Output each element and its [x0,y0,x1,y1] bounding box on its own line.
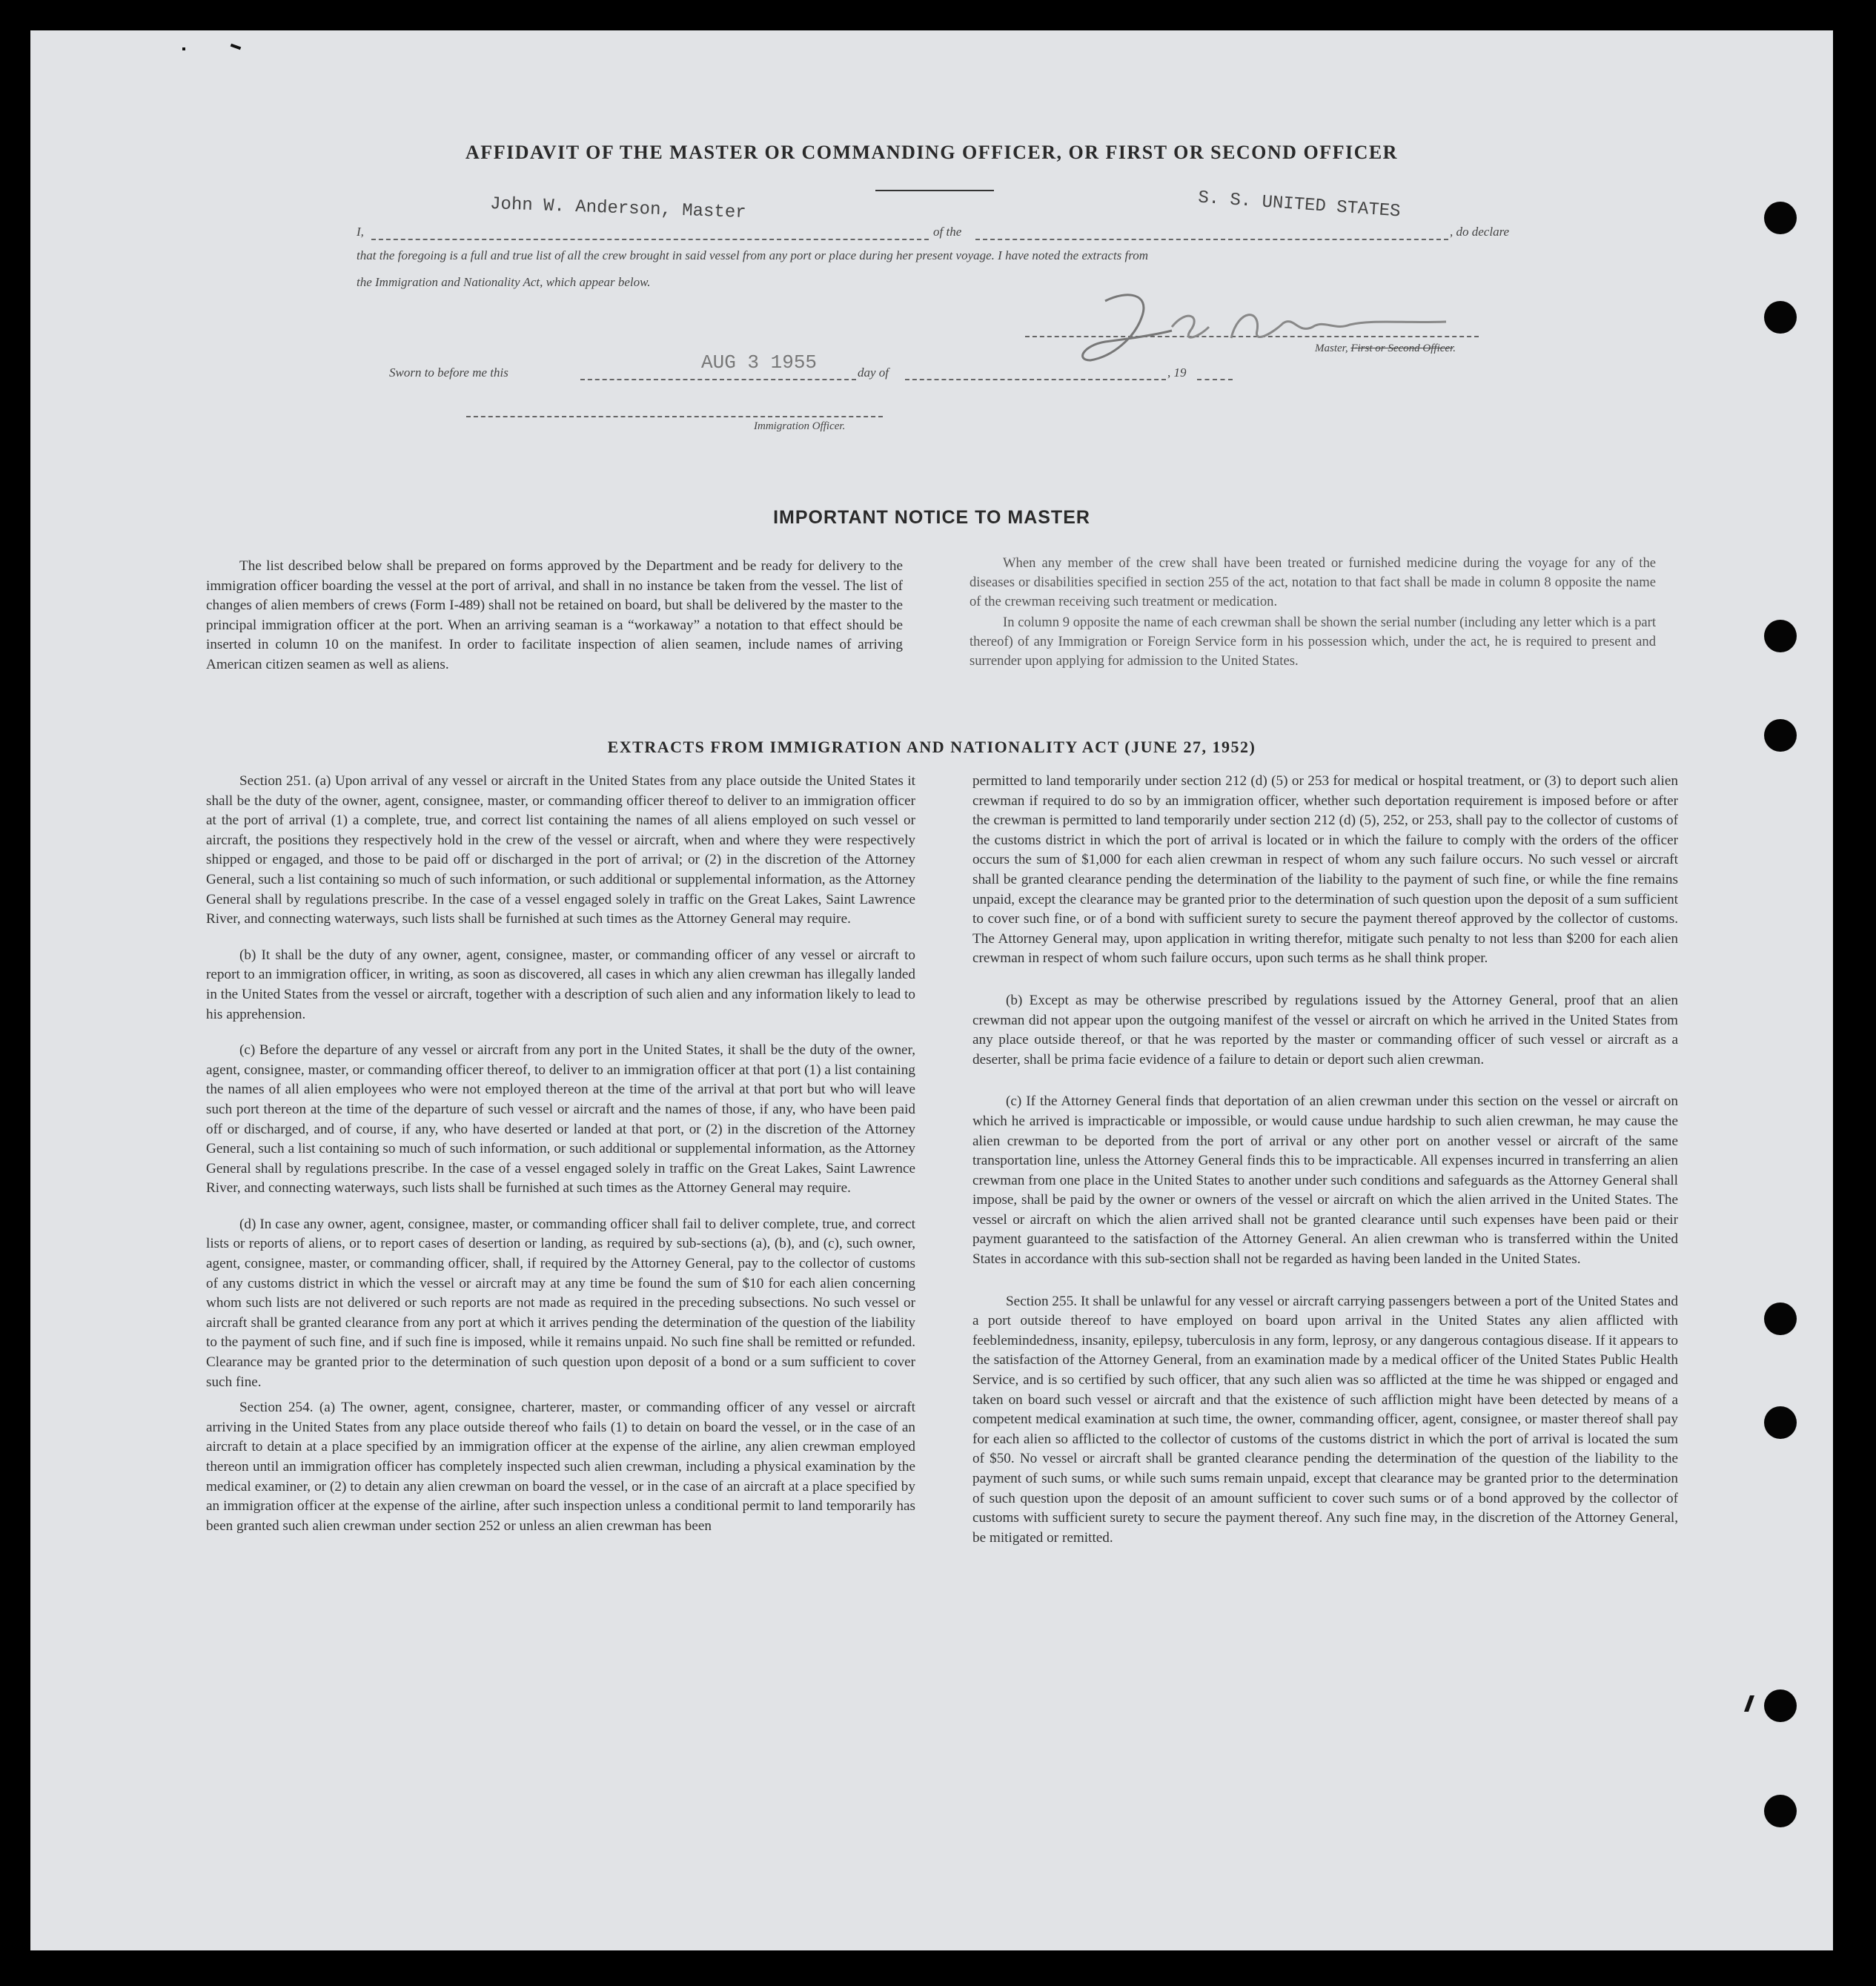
affidavit-i-label: I, [357,225,364,239]
punch-hole [1764,1795,1797,1827]
signature-caption [1315,342,1456,355]
vessel-name-typed: S. S. UNITED STATES [1197,188,1402,222]
immigration-officer-caption: Immigration Officer. [754,420,846,432]
caption-master: Master, [1315,342,1348,354]
punch-hole [1764,202,1797,234]
notice-right-paragraph-1: When any member of the crew shall have been treated or furnished medicine during the voyage for any of the diseases or disabilities specified in section 255 of the act, notation to that fact shall be made in column 8 opposite the name of the crewman receiving such treatment or medication. [970,555,1656,609]
affidavit-statement-line-2: that the foregoing is a full and true list of all the crew brought in said vessel from any port or place during her present voyage. I have noted the extracts from [357,248,1149,262]
notice-right-column [970,554,1656,677]
notice-left-column [206,557,903,681]
section-251-a: Section 251. (a) Upon arrival of any vessel or aircraft in the United States from any place outside the United States it shall be the duty of the owner, agent, consignee, master, or commanding officer thereof to deliver to an immigration officer at the port of arrival (1) a complete, true, and correct list containing the names of all aliens employed on such vessel or aircraft, the positions they respectively hold in the crew of the vessel or aircraft, when and where they were respectively shipped or engaged, and those to be paid off or discharged in the port of arrival; or (2) in the discretion of the Attorney General, such a list containing so much of such information, or such additional or supplemental information, as the Attorney General shall by regulations prescribe. In the case of a vessel engaged solely in traffic on the Great Lakes, Saint Lawrence River, and connecting waterways, such lists shall be furnished at such times as the Attorney General may require. [206,773,915,927]
section-254-b: (b) Except as may be otherwise prescribed by regulations issued by the Attorney General, proof that an alien crewman did not appear upon the outgoing manifest of the vessel or aircraft on which he arrived in the United States from any place outside thereof, or that he was reported by the master or commanding officer of such vessel or aircraft as a deserter, shall be prima facie evidence of a failure to detain or deport such alien crewman. [972,992,1678,1068]
notice-right-paragraph-2: In column 9 opposite the name of each crewman shall be shown the serial number (including any letter which is a part thereof) of any Immigration or Foreign Service form in his possession which, under the act, he is required to present and surrender upon applying for admission to the United States. [970,615,1656,669]
year-prefix: , 19 [1167,365,1187,380]
notice-title: IMPORTANT NOTICE TO MASTER [773,507,1090,528]
section-251-c: (c) Before the departure of any vessel or aircraft from any port in the United States, it shall be the duty of the owner, agent, consignee, master, or commanding officer thereof, to deliver to an immigration officer at that port (1) a list containing the names of all alien employees who were not employed thereon at the time of the arrival at that port but who will leave such port thereon at the time of the departure of such vessel or aircraft and the names of those, if any, who have been paid off or discharged, and of course, if any, who have deserted or landed at that port, or (2) in the discretion of the Attorney General, such a list containing so much of such information, or such additional or supplemental information, as the Attorney General shall by regulations prescribe. In the case of a vessel engaged solely in traffic on the Great Lakes, Saint Lawrence River, and connecting waterways, such lists shall be furnished at such times as the Attorney General may require. [206,1042,915,1196]
extracts-title: EXTRACTS FROM IMMIGRATION AND NATIONALITY ACT (JUNE 27, 1952) [607,738,1256,756]
section-254-a: Section 254. (a) The owner, agent, consignee, charterer, master, or commanding officer of any vessel or aircraft arriving in the United States from any place outside thereof who fails (1) to detain on board the vessel, or in the case of an aircraft to detain at a place specified by an immigration officer at the expense of the airline, any alien crewman employed thereon until an immigration officer has completely inspected such alien crewman, including a physical examination by the medical examiner, or (2) to detain any alien crewman on board the vessel, or in the case of an aircraft at a place specified by an immigration officer at the expense of the airline, after such inspection unless a conditional permit to land temporarily has been granted such alien crewman under section 252 or unless an alien crewman has been [206,1400,915,1534]
extracts-right-column [972,772,1678,1554]
affidavit-statement-line-3: the Immigration and Nationality Act, which appear below. [357,275,651,289]
scan-speck [1744,1695,1754,1712]
master-name-typed: John W. Anderson, Master [489,193,747,224]
affidavit-title: AFFIDAVIT OF THE MASTER OR COMMANDING OFFICER, OR FIRST OR SECOND OFFICER [465,142,1398,163]
caption-struck-officer: First or Second Officer [1350,342,1454,354]
of-the-label: of the [933,225,962,239]
sworn-date-line [580,379,856,380]
punch-hole [1764,1689,1797,1722]
month-line [905,379,1166,380]
name-line [371,239,929,240]
section-255: Section 255. It shall be unlawful for any vessel or aircraft carrying passengers between a port of the United States and a port outside thereof to have employed on board upon arrival in the United States any alien afflicted with feeblemindedness, insanity, epilepsy, tuberculosis in any form, leprosy, or any dangerous contagious disease. If it appears to the satisfaction of the Attorney General, from an examination made by a medical officer of the United States Public Health Service, and is so certified by such officer, that any such alien was so afflicted at the time he was shipped or engaged and taken on board such vessel or aircraft and that the existence of such affliction might have been detected by means of a competent medical examination at such time, the owner, commanding officer, agent, consignee, or master thereof shall pay for each alien so afflicted to the collector of customs of the customs district in which the port of arrival is located the sum of $50. No vessel or aircraft shall be granted clearance pending the determination of the question of the liability to the payment of such sums, or while such sums remain unpaid, except that clearance may be granted prior to the determination of such question upon the deposit of an amount sufficient to cover such sums or of a bond approved by the collector of customs with sufficient surety to secure the payment thereof. Any such fine may, in the discretion of the Attorney General, be mitigated or remitted. [972,1293,1678,1546]
punch-hole [1764,1303,1797,1335]
section-254-a-continued: permitted to land temporarily under section 212 (d) (5) or 253 for medical or hospital treatment, or (3) to deport such alien crewman if required to do so by an immigration officer, whether such deportation requirement is imposed before or after the crewman is permitted to land temporarily under section 212 (d) (5), 252, or 253, shall pay to the collector of customs of the customs district in which the port of arrival is located or in which the failure to comply with the orders of the officer occurs the sum of $1,000 for each alien crewman in respect of whom any such failure occurs. No such vessel or aircraft shall be granted clearance pending the determination of the liability to the payment of such fine, or while the fine remains unpaid, except the clearance may be granted prior to the determination of such question upon the deposit of a sum sufficient to cover such fine, or of a bond with sufficient surety to secure the payment thereof approved by the collector of customs. The Attorney General may, upon application in writing therefor, mitigate such penalty to not less than $200 for each alien crewman in respect of whom such failure occurs, upon such terms as he shall think proper. [972,773,1678,967]
punch-hole [1764,1406,1797,1439]
date-stamp: AUG 3 1955 [701,351,818,374]
master-signature [1061,286,1476,368]
scan-speck [231,44,242,50]
day-of-label: day of [858,365,889,380]
section-251-d: (d) In case any owner, agent, consignee, master, or commanding officer shall fail to deliver complete, true, and correct lists or reports of aliens, or to report cases of desertion or landing, as required by sub-sections (a), (b), and (c), such owner, agent, consignee, master, or commanding officer, shall, if required by the Attorney General, pay to the collector of customs of any customs district in which the vessel or aircraft may at any time be found the sum of $10 for each alien concerning whom such lists are not delivered or such reports are not made as required in the preceding subsections. No such vessel or aircraft shall be granted clearance from any port at which it arrives pending the determination of the question of the liability to the payment of such fine, and if such fine is imposed, while it remains unpaid. No such fine shall be remitted or refunded. Clearance may be granted prior to the determination of such question upon deposit of a bond or a sum sufficient to cover such fine. [206,1216,915,1390]
notice-left-paragraph: The list described below shall be prepared on forms approved by the Department and be ready for delivery to the immigration officer boarding the vessel at the port of arrival, and shall in no instance be taken from the vessel. The list of changes of alien members of crews (Form I-489) shall not be retained on board, but shall be delivered by the master to the principal immigration officer at the port. When an arriving seaman is a “workaway” a notation to that effect should be inserted in column 10 on the manifest. In order to facilitate inspection of alien seamen, include names of arriving American citizen seamen as well as aliens. [206,558,903,672]
scan-speck [182,47,185,50]
section-254-c: (c) If the Attorney General finds that deportation of an alien crewman under this section on the vessel or aircraft on which he arrived is impracticable or impossible, or would cause undue hardship to such alien crewman, he may cause the alien crewman to be deported from the port of arrival or any other port on another vessel or aircraft of the same transportation line, unless the Attorney General finds this to be impracticable. All expenses incurred in transferring an alien crewman from one place in the United States to another under such conditions and safeguards as the Attorney General shall impose, shall be paid by the owner or owners of the vessel or aircraft on which the alien arrived in the United States. The vessel or aircraft on which the alien arrived shall not be granted clearance until such expenses have been paid or their payment guaranteed to the satisfaction of the Attorney General. An alien crewman who is transferred within the United States in accordance with this sub-section shall not be regarded as having been landed in the United States. [972,1093,1678,1268]
title-divider [875,190,994,191]
extracts-left-column [206,772,915,1542]
year-line [1197,379,1233,380]
immigration-officer-line [466,416,883,417]
punch-hole [1764,301,1797,334]
sworn-label: Sworn to before me this [389,365,508,380]
do-declare-label: , do declare [1450,225,1510,239]
document-page [30,30,1833,1950]
vessel-line [975,239,1448,240]
punch-hole [1764,620,1797,652]
caption-period: . [1453,342,1456,354]
section-251-b: (b) It shall be the duty of any owner, agent, consignee, master, or commanding officer of any vessel or aircraft to report to an immigration officer, in writing, as soon as discovered, all cases in which any alien crewman has illegally landed in the United States from the vessel or aircraft, together with a description of such alien and any information likely to lead to his apprehension. [206,947,915,1022]
